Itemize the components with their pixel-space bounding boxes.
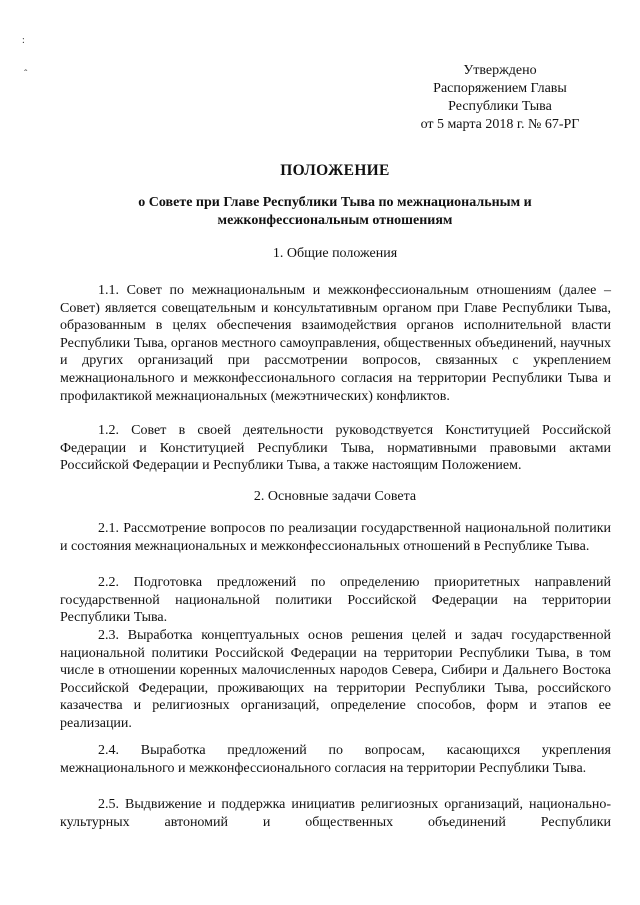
subtitle-line: межконфессиональным отношениям: [217, 213, 453, 228]
approval-line: Республики Тыва: [448, 99, 552, 114]
section-heading: 2. Основные задачи Совета: [253, 489, 417, 504]
paragraph: 2.3. Выработка концептуальных основ решения целей и задач государственной национальной политики Российской Федерации на территории Республики Тыва, в том числе в отношении коренных малочисленных народов Севера, Сибири и Дальнего Востока Российской Федерации, проживающих на территории Республики Тыва, российского казачества и религиозных организаций, определение способов, форм и этапов ее реализации.: [60, 628, 611, 731]
document-title: ПОЛОЖЕНИЕ: [280, 162, 390, 179]
subtitle-line: о Совете при Главе Республики Тыва по межнациональным и: [138, 195, 532, 210]
paragraph: 2.2. Подготовка предложений по определению приоритетных направлений государственной национальной политики Российской Федерации на территории Республики Тыва.: [60, 575, 611, 626]
paragraph: 1.1. Совет по межнациональным и межконфессиональным отношениям (далее – Совет) является совещательным и консультативным органом при Главе Республики Тыва, образованным в целях обеспечения взаимодействия органов исполнительной власти Республики Тыва, органов местного самоуправления, общественных объединений, научных и других организаций при рассмотрении вопросов, связанных с укреплением межнационального и межконфессионального согласия на территории Республики Тыва и профилактикой межнациональных (межэтнических) конфликтов.: [60, 283, 611, 404]
scan-artifact-mark: ˆ: [24, 69, 28, 80]
paragraph: 1.2. Совет в своей деятельности руководствуется Конституцией Российской Федерации и Конституцией Республики Тыва, нормативными правовыми актами Российской Федерации и Республики Тыва, а также настоящим Положением.: [60, 423, 611, 474]
document-subtitle: [60, 194, 610, 230]
section-heading: 1. Общие положения: [272, 246, 398, 261]
paragraph: 2.5. Выдвижение и поддержка инициатив религиозных организаций, национально-культурных автономий и общественных объединений Республики: [60, 797, 611, 830]
paragraph: 2.4. Выработка предложений по вопросам, касающихся укрепления межнационального и межконфессионального согласия на территории Республики Тыва.: [60, 743, 611, 776]
approval-stamp-block: [400, 62, 600, 134]
approval-line: Распоряжением Главы: [433, 81, 567, 96]
scan-artifact-mark: :: [22, 35, 25, 46]
approval-line: от 5 марта 2018 г. № 67-РГ: [420, 117, 580, 132]
approval-line: Утверждено: [463, 63, 537, 78]
paragraph: 2.1. Рассмотрение вопросов по реализации государственной национальной политики и состояния межнациональных и межконфессиональных отношений в Республике Тыва.: [60, 521, 611, 554]
